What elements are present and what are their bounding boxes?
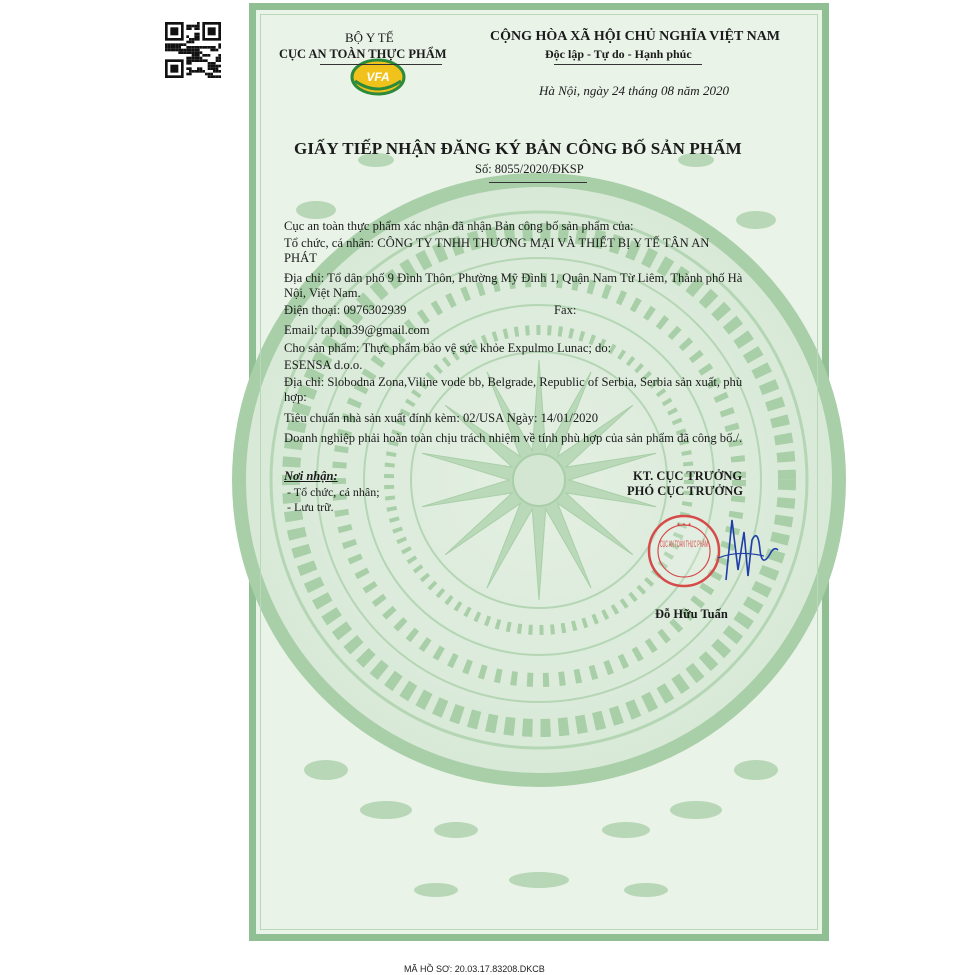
phone-number: Điện thoại: 0976302939 xyxy=(284,303,407,317)
fax-number: Fax: xyxy=(554,303,577,317)
signer-title-2: PHÓ CỤC TRƯỞNG xyxy=(627,484,743,498)
standard-line: Tiêu chuẩn nhà sản xuất đính kèm: 02/USA Ngày: 14/01/2020 xyxy=(284,411,599,425)
agency-underline xyxy=(320,64,442,65)
vfa-logo xyxy=(349,57,407,97)
document-number: Số: 8055/2020/ĐKSP xyxy=(475,162,584,176)
vfa-logo-text: VFA xyxy=(366,70,390,84)
agency-name: CỤC AN TOÀN THỰC PHẨM xyxy=(279,47,447,61)
product-line: Cho sản phẩm: Thực phẩm bảo vệ sức khỏe Expulmo Lunac; do: xyxy=(284,341,612,355)
recipient-item-2: - Lưu trữ. xyxy=(287,500,334,514)
issue-date: Hà Nội, ngày 24 tháng 08 năm 2020 xyxy=(539,83,729,98)
responsibility-statement: Doanh nghiệp phải hoàn toàn chịu trách nhiệm về tính phù hợp của sản phẩm đã công bố./. xyxy=(284,431,743,445)
republic-name: CỘNG HÒA XÃ HỘI CHỦ NGHĨA VIỆT NAM xyxy=(490,29,781,44)
recipients-heading: Nơi nhận: xyxy=(284,469,338,483)
manufacturer-address-line-2: hợp: xyxy=(284,390,307,404)
svg-text:✦ ✦ ✦: ✦ ✦ ✦ xyxy=(676,522,692,528)
signer-title-1: KT. CỤC TRƯỞNG xyxy=(633,469,743,483)
certificate xyxy=(249,3,829,941)
intro-text: Cục an toàn thực phẩm xác nhận đã nhận Bản công bố sản phẩm của: xyxy=(284,219,634,233)
motto-underline xyxy=(554,64,702,65)
email-address: Email: tap.hn39@gmail.com xyxy=(284,323,430,337)
document-title: GIẤY TIẾP NHẬN ĐĂNG KÝ BẢN CÔNG BỐ SẢN PHẨM xyxy=(294,139,742,158)
national-motto: Độc lập - Tự do - Hạnh phúc xyxy=(545,47,692,61)
stamp-text xyxy=(660,538,708,549)
number-underline xyxy=(489,182,587,183)
dossier-code: MÃ HỒ SƠ: 20.03.17.83208.DKCB xyxy=(404,964,545,974)
handwritten-signature xyxy=(708,510,786,590)
ministry-name: BỘ Y TẾ xyxy=(345,30,394,45)
recipient-item-1: - Tổ chức, cá nhân; xyxy=(287,485,380,499)
qr-code xyxy=(165,22,221,78)
organization-line-2: PHÁT xyxy=(284,251,317,265)
organization-line-1: Tổ chức, cá nhân: CÔNG TY TNHH THƯƠNG MẠI VÀ THIẾT BỊ Y TẾ TÂN AN xyxy=(284,236,710,250)
signer-name: Đỗ Hữu Tuấn xyxy=(655,607,728,621)
manufacturer-address-line-1: Địa chỉ: Slobodna Zona,Viline vode bb, Belgrade, Republic of Serbia, Serbia sản xuất, phù xyxy=(284,375,743,389)
address-line-2: Nội, Việt Nam. xyxy=(284,286,361,300)
manufacturer-name: ESENSA d.o.o. xyxy=(284,358,363,372)
address-line-1: Địa chỉ: Tổ dân phố 9 Đình Thôn, Phường Mỹ Đình 1, Quận Nam Từ Liêm, Thành phố Hà xyxy=(284,271,743,285)
